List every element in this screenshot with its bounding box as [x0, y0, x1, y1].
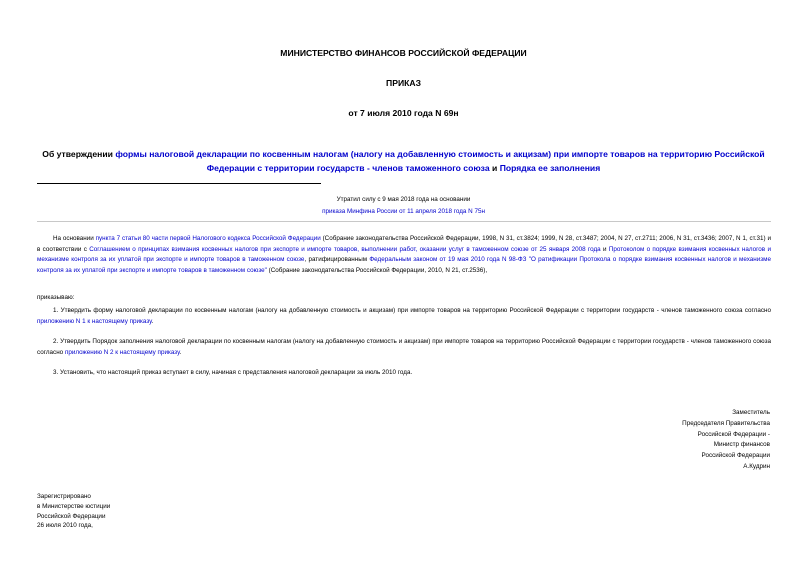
federal-law-link[interactable]: Федеральным законом от 19 мая 2010 года N 98-ФЗ "О ратификации Протокола о порядке взимания косвенных налогов и механизме контроля за их уплатой при экспорте и импорте товаров в таможенном союзе" [37, 256, 771, 274]
title-middle: и [489, 163, 500, 173]
lost-force-link[interactable]: приказа Минфина России от 11 апреля 2018 года N 75н [322, 208, 485, 215]
registration-line-2: в Министерстве юстиции [37, 502, 111, 510]
registration-block [37, 492, 237, 531]
signature-block [570, 408, 770, 473]
signature-line-1: Заместитель [732, 409, 770, 416]
item-1-end: . [151, 317, 154, 325]
preamble-text-4: , ратифицированным [304, 256, 370, 263]
preamble-text-5: (Собрание законодательства Российской Федерации, 2010, N 21, ст.2536), [266, 266, 488, 274]
doc-type-heading: ПРИКАЗ [386, 78, 421, 88]
preamble-text-3: и [600, 245, 609, 253]
lost-force-separator [37, 221, 771, 222]
tax-code-link[interactable]: пункта 7 статьи 80 части первой Налогового кодекса Российской Федерации [95, 235, 321, 242]
ministry-heading: МИНИСТЕРСТВО ФИНАНСОВ РОССИЙСКОЙ ФЕДЕРАЦИИ [280, 48, 527, 58]
item-1-text: 1. Утвердить форму налоговой декларации по косвенным налогам (налогу на добавленную стоимость и акцизам) при импорте товаров на территорию Российской Федерации с территории государств - членов таможенного союза согласно [53, 307, 771, 314]
title-procedure-link[interactable]: Порядка ее заполнения [499, 163, 601, 173]
item-1-paragraph [37, 306, 771, 327]
separator-line [37, 183, 321, 184]
preamble-text-1: На основании [53, 235, 96, 242]
item-2-end: . [179, 348, 182, 356]
appendix-2-link[interactable]: приложению N 2 к настоящему приказу [64, 348, 180, 356]
document-title [20, 147, 787, 175]
registration-line-3: Российской Федерации [37, 512, 106, 520]
title-prefix: Об утверждении [42, 149, 116, 159]
signature-line-4: Министр финансов [713, 441, 770, 449]
order-word: приказываю: [37, 294, 75, 301]
preamble-paragraph [37, 234, 771, 276]
signature-line-5: Российской Федерации [701, 452, 770, 460]
appendix-1-link[interactable]: приложению N 1 к настоящему приказу [37, 317, 152, 325]
preamble-text-2: (Собрание законодательства Российской Федерации, 1998, N 31, ст.3824; 1999, N 28, ст.3487; 2004, N 27, ст.2711; 2006, N 31, ст.3436; 2007, N 1, ст.31) и в соответствии с [37, 235, 771, 253]
signature-line-2: Председателя Правительства [682, 419, 770, 427]
title-form-link[interactable]: формы налоговой декларации по косвенным налогам (налогу на добавленную стоимость и акцизам) при импорте товаров на территорию Российской Федерации с территории государств - членов таможенного союза [115, 149, 765, 173]
item-3-paragraph: 3. Установить, что настоящий приказ вступает в силу, начиная с представления налоговой декларации за июль 2010 года. [53, 369, 413, 376]
date-number-heading: от 7 июля 2010 года N 69н [348, 108, 459, 118]
signature-line-3: Российской Федерации - [697, 430, 770, 438]
signature-line-6: А.Кудрин [743, 462, 770, 470]
registration-line-1: Зарегистрировано [37, 493, 91, 500]
lost-force-text: Утратил силу с 9 мая 2018 года на основании [336, 196, 471, 203]
agreement-link[interactable]: Соглашением о принципах взимания косвенных налогов при экспорте и импорте товаров, выполнении работ, оказании услуг в таможенном союзе от 25 января 2008 года [89, 245, 601, 253]
item-2-text: 2. Утвердить Порядок заполнения налоговой декларации по косвенным налогам (налогу на добавленную стоимость и акцизам) при импорте товаров на территорию Российской Федерации с территории государств - членов таможенного союза согласно [37, 338, 771, 356]
registration-line-4: 26 июля 2010 года, [37, 522, 93, 530]
item-2-paragraph [37, 337, 771, 358]
protocol-link[interactable]: Протоколом о порядке взимания косвенных налогов и механизме контроля за их уплатой при экспорте и импорте товаров в таможенном союзе [37, 245, 771, 263]
lost-force-note [0, 194, 807, 218]
